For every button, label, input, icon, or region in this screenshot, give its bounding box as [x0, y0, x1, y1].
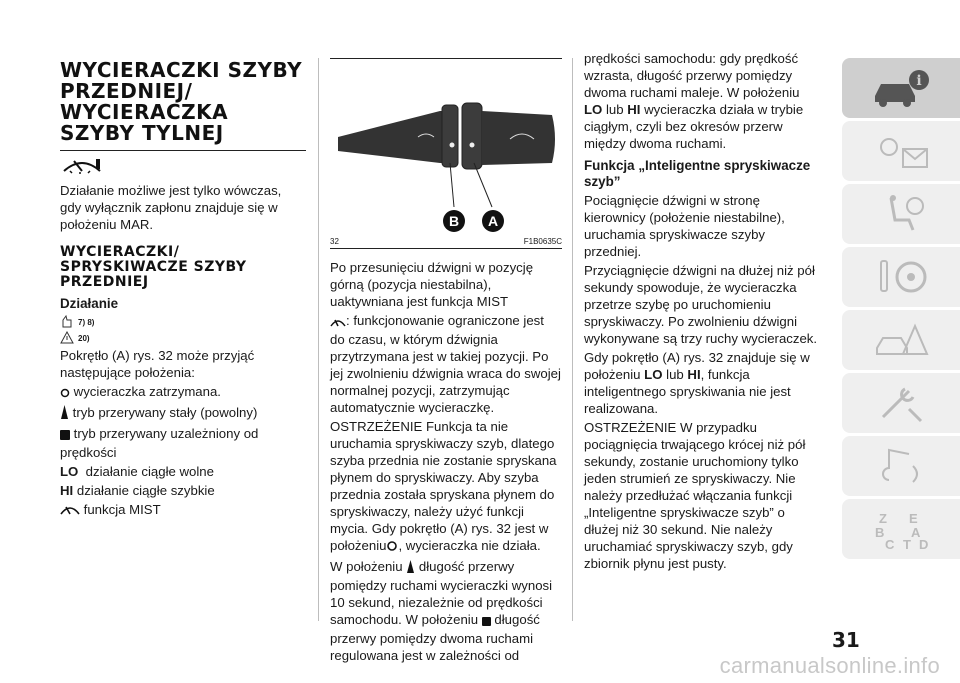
lo-label: LO [584, 102, 603, 117]
list-item-text: tryb przerywany stały (powolny) [72, 405, 258, 420]
paragraph-text: lub [606, 102, 624, 117]
intermittent-slow-icon [60, 405, 69, 423]
intro-text: Działanie możliwe jest tylko wówczas, gdy wyłącznik zapłonu znajduje się w położeniu MAR. [60, 183, 282, 232]
paragraph [330, 418, 562, 556]
paragraph-text: długość przerwy pomiędzy ruchami wycieraczki wynosi 10 sekund, niezależnie od prędkości samochodu. W położeniu [330, 559, 553, 627]
intermittent-slow-icon [406, 560, 415, 577]
paragraph: OSTRZEŻENIE W przypadku pociągnięcia trwającego krócej niż pół sekundy, zostanie uruchomiony tylko jeden strumień ze spryskiwaczy. Nie należy przedłużać włączania funkcji „Inteligentne spryskiwacze szyb” o dłużej niż 30 sekund. Nie należy uruchamiać spryskiwaczy szyb, gdy zbiornik płynu jest pusty. [584, 420, 806, 571]
list-item-text: wycieraczka zatrzymana. [73, 384, 221, 399]
hi-label: HI [60, 483, 74, 498]
reference-numbers: 7) 8) [78, 317, 95, 327]
paragraph [330, 312, 562, 416]
paragraph [584, 349, 818, 417]
watermark: carmanualsonline.info [719, 653, 940, 678]
circle-off-icon [60, 385, 70, 402]
paragraph-text: W położeniu [330, 559, 403, 574]
paragraph: Pociągnięcie dźwigni w stronę kierownicy (położenie niestabilne), uruchamia spryskiwacze szyby przedniej. [584, 193, 785, 259]
list-item [60, 482, 306, 499]
mist-icon [330, 314, 346, 331]
figure-caption [330, 237, 562, 249]
paragraph-text: : funkcjonowanie ograniczone jest do czasu, w którym dźwignia przytrzymana jest w takiej pozycji. Po jej zwolnieniu dźwignia wraca do swojej normalnej pozycji, zatrzymując automatycznie wycieraczkę. [330, 313, 561, 415]
svg-text:E: E [909, 511, 918, 526]
column-3 [584, 50, 818, 574]
paragraph [584, 50, 818, 152]
list-item [60, 404, 306, 423]
svg-text:D: D [919, 537, 929, 551]
warning-triangle-icon [60, 331, 74, 346]
svg-text:A: A [911, 525, 921, 540]
lo-label: LO [644, 367, 663, 382]
wiper-stalk-illustration [330, 59, 562, 237]
svg-text:T: T [903, 537, 911, 551]
multimedia-icon[interactable] [842, 436, 960, 496]
svg-text:Z: Z [879, 511, 887, 526]
warning-lights-icon[interactable] [842, 121, 960, 181]
intermittent-speed-icon [60, 427, 70, 444]
intermittent-speed-icon [482, 613, 491, 630]
circle-off-icon [386, 539, 398, 556]
column-divider [572, 58, 573, 621]
paragraph: Pokrętło (A) rys. 32 może przyjąć następujące położenia: [60, 348, 255, 380]
paragraph-text: Gdy pokrętło (A) rys. 32 znajduje się w położeniu [584, 350, 810, 382]
callout-b: B [448, 213, 460, 229]
lo-label: LO [60, 464, 79, 479]
paragraph [330, 259, 562, 310]
svg-text:B: B [875, 525, 885, 540]
figure-code: F1B0635C [523, 237, 562, 246]
paragraph-text: OSTRZEŻENIE Funkcja ta nie uruchamia spryskiwaczy szyb, dlatego szyba przednia nie zostanie spryskana płynem do spryskiwaczy. Aby szyba przednia została spryskana płynem do spryskiwaczy, należy użyć funkcji mycia. Gdy pokrętło (A) rys. 32 jest w położeniu [330, 419, 557, 553]
paragraph-text: długość przerwy pomiędzy dwoma ruchami regulowana jest w zależności od [330, 612, 540, 663]
list-item [60, 383, 306, 402]
list-item [60, 501, 306, 520]
index-letters-icon[interactable] [842, 499, 960, 559]
reference-line [60, 331, 306, 346]
list-item-text: działanie ciągłe szybkie [76, 483, 215, 498]
list-item-text: funkcja MIST [83, 502, 161, 517]
paragraph [330, 558, 562, 664]
paragraph-text: , wycieraczka nie działa. [398, 538, 541, 553]
callout-a: A [487, 213, 499, 229]
column-1 [60, 50, 306, 522]
steering-wheel-icon[interactable] [842, 247, 960, 307]
list-item [60, 463, 306, 480]
column-2 [330, 50, 562, 666]
paragraph-text: lub [666, 367, 684, 382]
page-number: 31 [832, 628, 860, 652]
svg-text:i: i [916, 73, 922, 89]
list-item [60, 425, 306, 461]
hand-icon [60, 314, 74, 330]
list-item-text: działanie ciągłe wolne [85, 464, 214, 479]
hi-label: HI [687, 367, 701, 382]
reference-line [60, 314, 306, 330]
heading-smart-washing: Funkcja „Inteligentne spryskiwacze szyb” [584, 158, 811, 189]
paragraph: Przyciągnięcie dźwigni na dłużej niż pół sekundy spowoduje, że wycieraczka przetrze szybę po uruchomieniu spryskiwaczy. Po zwolnieniu dźwigni wykonywane są trzy ruchy wycieraczek. [584, 263, 818, 346]
paragraph-text: wycieraczka działa w trybie ciągłym, czyli bez okresów przerw między dwoma ruchami. [584, 102, 804, 151]
mist-icon [60, 503, 80, 520]
service-wrench-icon[interactable] [842, 373, 960, 433]
reference-numbers: 20) [78, 334, 90, 343]
list-item-text: tryb przerywany uzależniony od prędkości [60, 426, 259, 460]
paragraph-text: prędkości samochodu: gdy prędkość wzrasta, długość przerwy pomiędzy dwoma ruchami maleje. W położeniu [584, 51, 800, 100]
subsection-title: WYCIERACZKI/ SPRYSKIWACZE SZYBY PRZEDNIEJ [60, 244, 247, 290]
heading-dzialanie: Działanie [60, 296, 119, 311]
hi-label: HI [627, 102, 641, 117]
paragraph-text: , funkcja inteligentnego spryskiwania nie jest realizowana. [584, 367, 791, 416]
section-title: WYCIERACZKI SZYBY PRZEDNIEJ/ WYCIERACZKA SZYBY TYLNEJ [60, 60, 306, 151]
chapter-sidebar [842, 58, 960, 618]
figure-wiper-stalk [330, 58, 562, 237]
column-divider [318, 58, 319, 621]
wiper-warning-icon [60, 157, 306, 180]
svg-text:C: C [885, 537, 895, 551]
figure-number: 32 [330, 237, 339, 246]
seat-airbag-icon[interactable] [842, 184, 960, 244]
breakdown-icon[interactable] [842, 310, 960, 370]
car-info-icon[interactable] [842, 58, 960, 118]
paragraph-text: Po przesunięciu dźwigni w pozycję górną (pozycja niestabilna), uaktywniana jest funkcja MIST [330, 260, 534, 309]
